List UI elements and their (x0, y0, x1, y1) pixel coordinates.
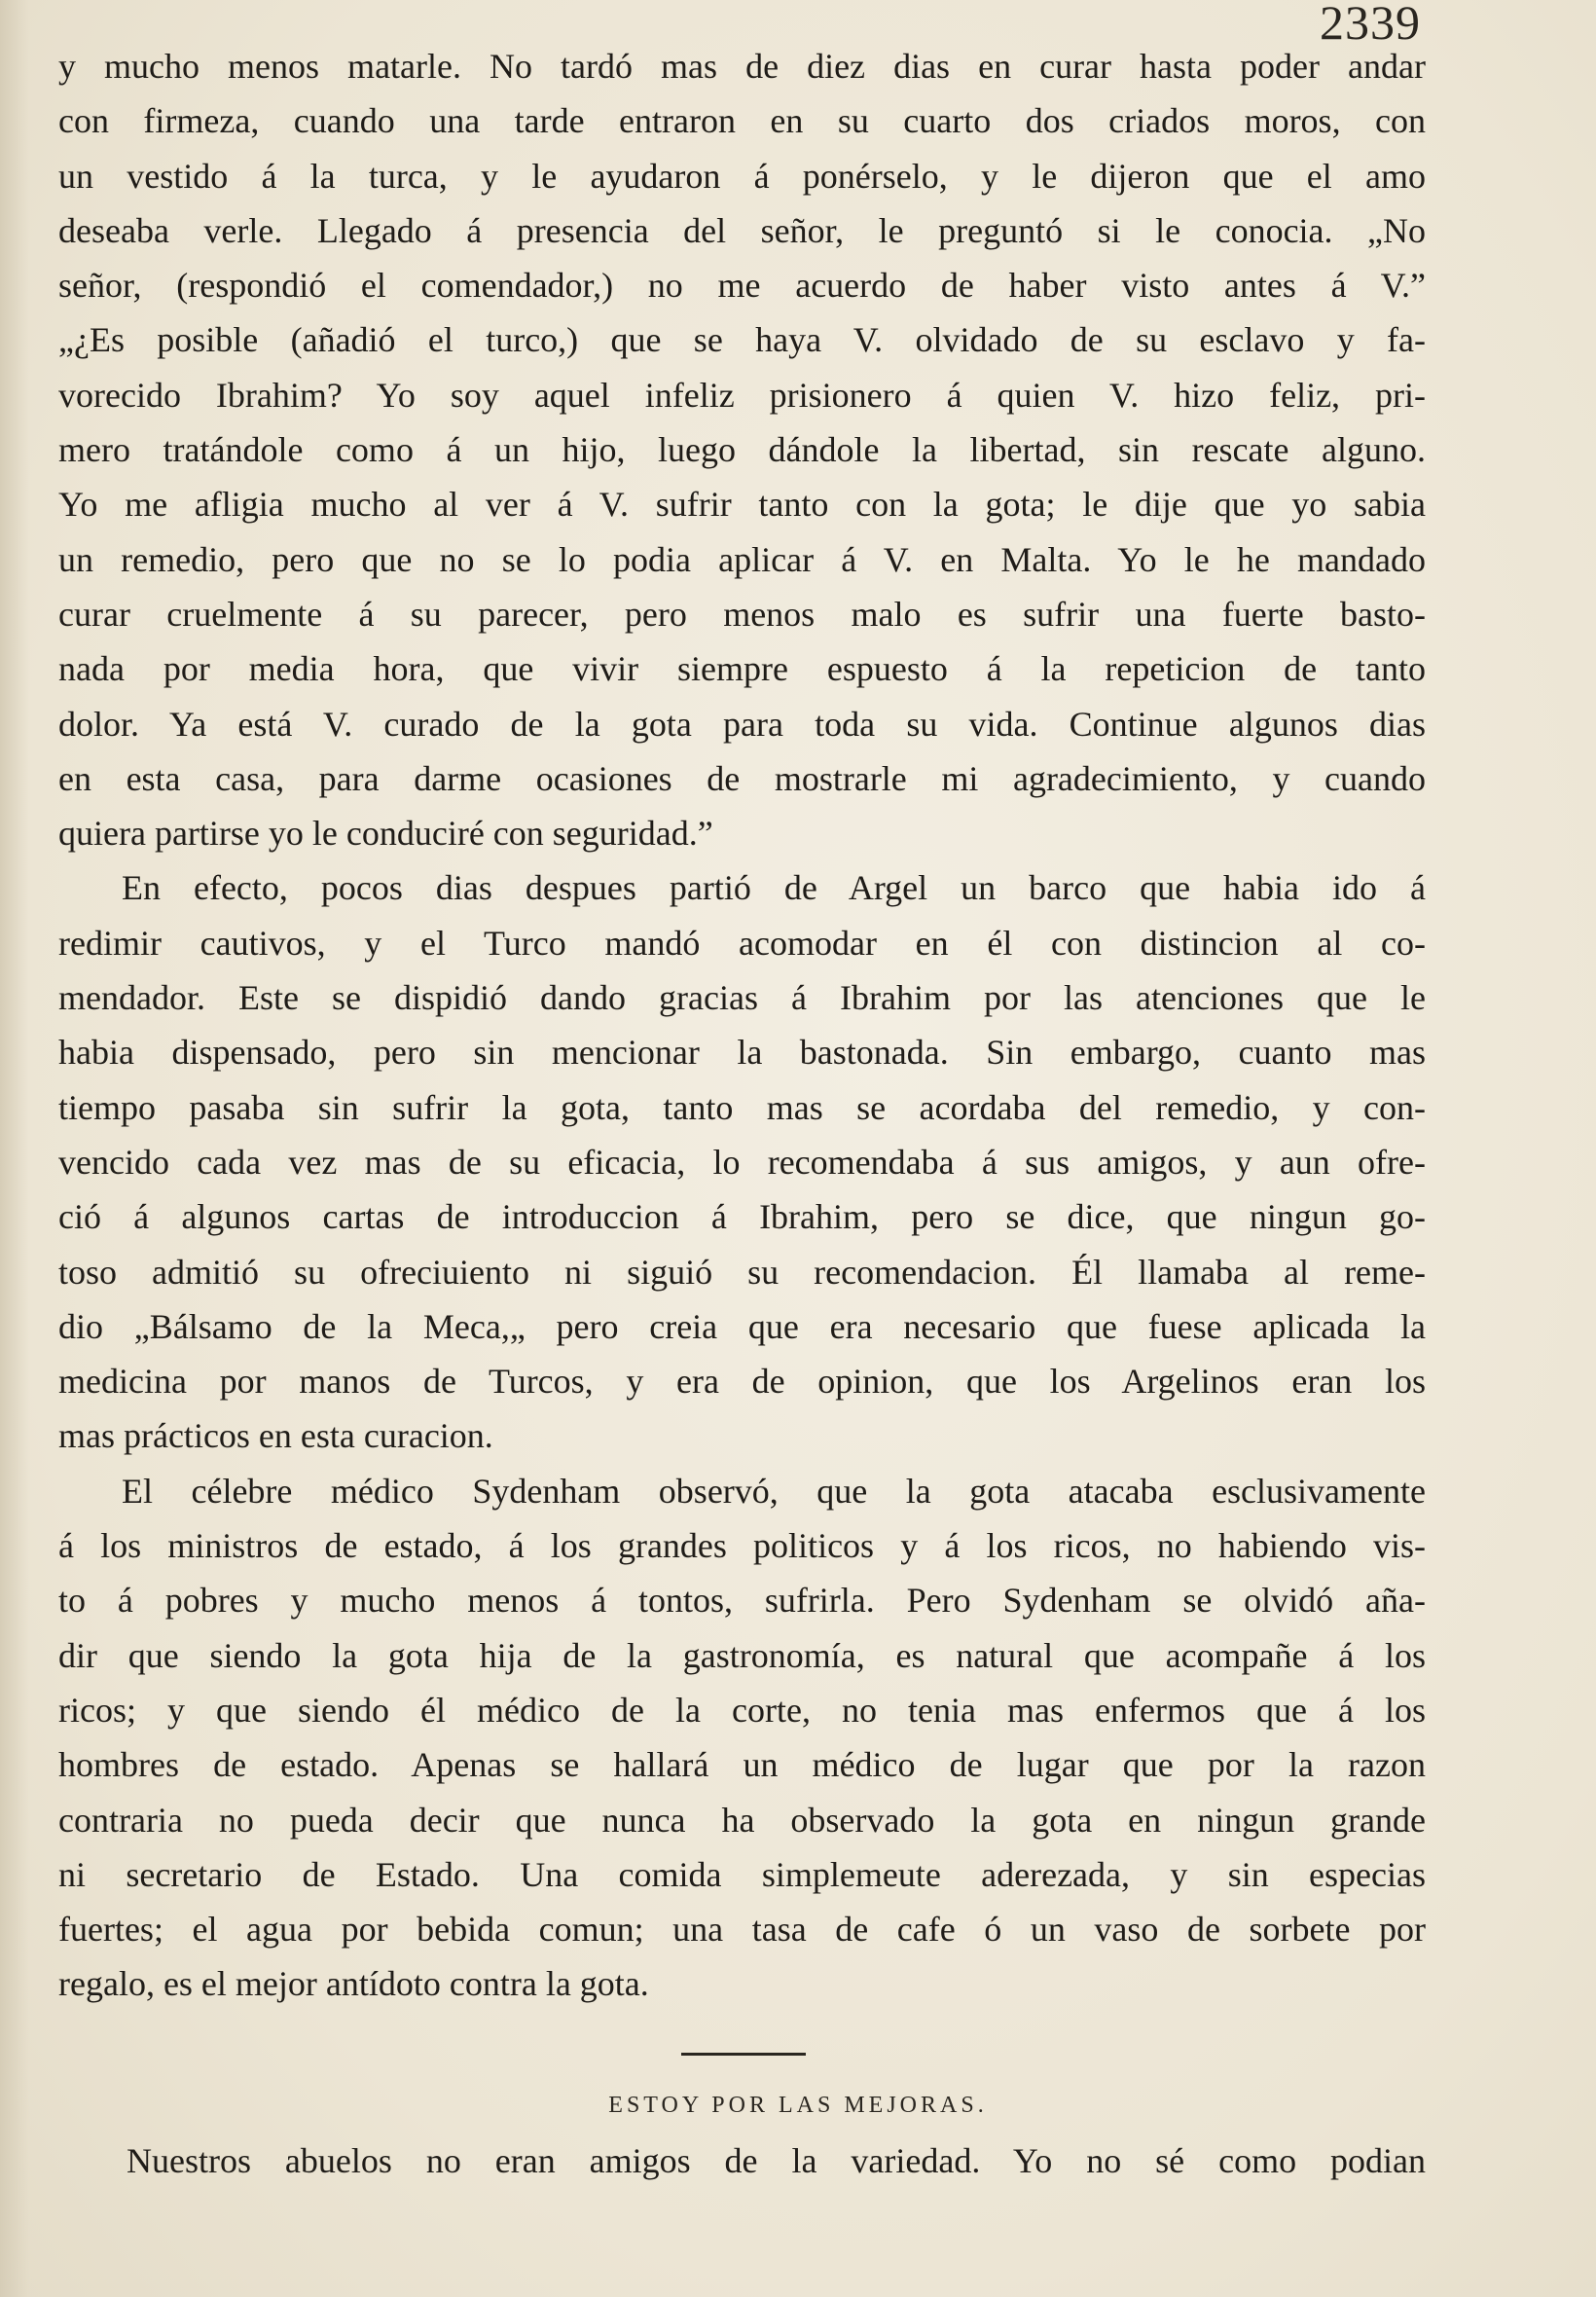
text-line: contraria no pueda decir que nunca ha observado la gota en ningun grande (58, 1800, 1426, 1840)
text-line: redimir cautivos, y el Turco mandó acomodar en él con distincion al co- (58, 923, 1426, 963)
text-line: ni secretario de Estado. Una comida simplemeute aderezada, y sin especias (58, 1854, 1426, 1894)
text-line: En efecto, pocos dias despues partió de Argel un barco que habia ido á (122, 868, 1426, 908)
text-line: á los ministros de estado, á los grandes politicos y á los ricos, no habiendo vis- (58, 1526, 1426, 1566)
paragraph-ibrahim-dialogue (58, 39, 1426, 860)
page-gutter-shadow (0, 0, 29, 2297)
text-line: vorecido Ibrahim? Yo soy aquel infeliz prisionero á quien V. hizo feliz, pri- (58, 375, 1426, 415)
text-line: mero tratándole como á un hijo, luego dándole la libertad, sin rescate alguno. (58, 430, 1426, 470)
text-line: y mucho menos matarle. No tardó mas de diez dias en curar hasta poder andar (58, 47, 1426, 86)
text-line: El célebre médico Sydenham observó, que la gota atacaba esclusivamente (122, 1471, 1426, 1511)
text-line: en esta casa, para darme ocasiones de mostrarle mi agradecimiento, y cuando (58, 758, 1426, 798)
text-line: vencido cada vez mas de su eficacia, lo recomendaba á sus amigos, y aun ofre- (58, 1142, 1426, 1182)
text-line: ció á algunos cartas de introduccion á Ibrahim, pero se dice, que ningun go- (58, 1197, 1426, 1237)
text-line: regalo, es el mejor antídoto contra la gota. (58, 1964, 649, 2004)
text-line: fuertes; el agua por bebida comun; una tasa de cafe ó un vaso de sorbete por (58, 1910, 1426, 1950)
text-line: Yo me afligia mucho al ver á V. sufrir tanto con la gota; le dije que yo sabia (58, 485, 1426, 525)
section-heading: ESTOY POR LAS MEJORAS. (608, 2093, 988, 2118)
text-line: hombres de estado. Apenas se hallará un médico de lugar que por la razon (58, 1745, 1426, 1785)
text-line: dolor. Ya está V. curado de la gota para toda su vida. Continue algunos dias (58, 704, 1426, 744)
text-line: nada por media hora, que vivir siempre espuesto á la repeticion de tanto (58, 649, 1426, 689)
text-line: mas prácticos en esta curacion. (58, 1416, 493, 1456)
text-line: curar cruelmente á su parecer, pero menos malo es sufrir una fuerte basto- (58, 594, 1426, 634)
text-line: señor, (respondió el comendador,) no me acuerdo de haber visto antes á V.” (58, 266, 1426, 306)
text-line: mendador. Este se dispidió dando gracias á Ibrahim por las atenciones que le (58, 978, 1426, 1018)
body-text (58, 39, 1426, 2012)
section-divider (681, 2053, 806, 2056)
text-line: dir que siendo la gota hija de la gastronomía, es natural que acompañe á los (58, 1635, 1426, 1675)
text-line: to á pobres y mucho menos á tontos, sufrirla. Pero Sydenham se olvidó aña- (58, 1581, 1426, 1621)
text-line: deseaba verle. Llegado á presencia del señor, le preguntó si le conocia. „No (58, 210, 1426, 250)
text-line: habia dispensado, pero sin mencionar la bastonada. Sin embargo, cuanto mas (58, 1033, 1426, 1073)
text-line: Nuestros abuelos no eran amigos de la variedad. Yo no sé como podian (127, 2141, 1426, 2180)
text-line: „¿Es posible (añadió el turco,) que se haya V. olvidado de su esclavo y fa- (58, 320, 1426, 360)
paragraph-return-from-argel (58, 860, 1426, 1463)
text-line: medicina por manos de Turcos, y era de opinion, que los Argelinos eran los (58, 1362, 1426, 1402)
text-line: quiera partirse yo le conduciré con seguridad.” (58, 814, 713, 854)
text-line: tiempo pasaba sin sufrir la gota, tanto mas se acordaba del remedio, y con- (58, 1087, 1426, 1127)
text-line: un vestido á la turca, y le ayudaron á ponérselo, y le dijeron que el amo (58, 156, 1426, 196)
text-line: toso admitió su ofreciuiento ni siguió su recomendacion. Él llamaba al reme- (58, 1252, 1426, 1292)
text-line: un remedio, pero que no se lo podia aplicar á V. en Malta. Yo le he mandado (58, 539, 1426, 579)
text-line: ricos; y que siendo él médico de la corte, no tenia mas enfermos que á los (58, 1690, 1426, 1730)
page-number: 2339 (1320, 0, 1421, 50)
paragraph-sydenham (58, 1464, 1426, 2012)
text-line: con firmeza, cuando una tarde entraron en su cuarto dos criados moros, con (58, 101, 1426, 141)
text-line: dio „Bálsamo de la Meca,„ pero creia que era necesario que fuese aplicada la (58, 1306, 1426, 1346)
